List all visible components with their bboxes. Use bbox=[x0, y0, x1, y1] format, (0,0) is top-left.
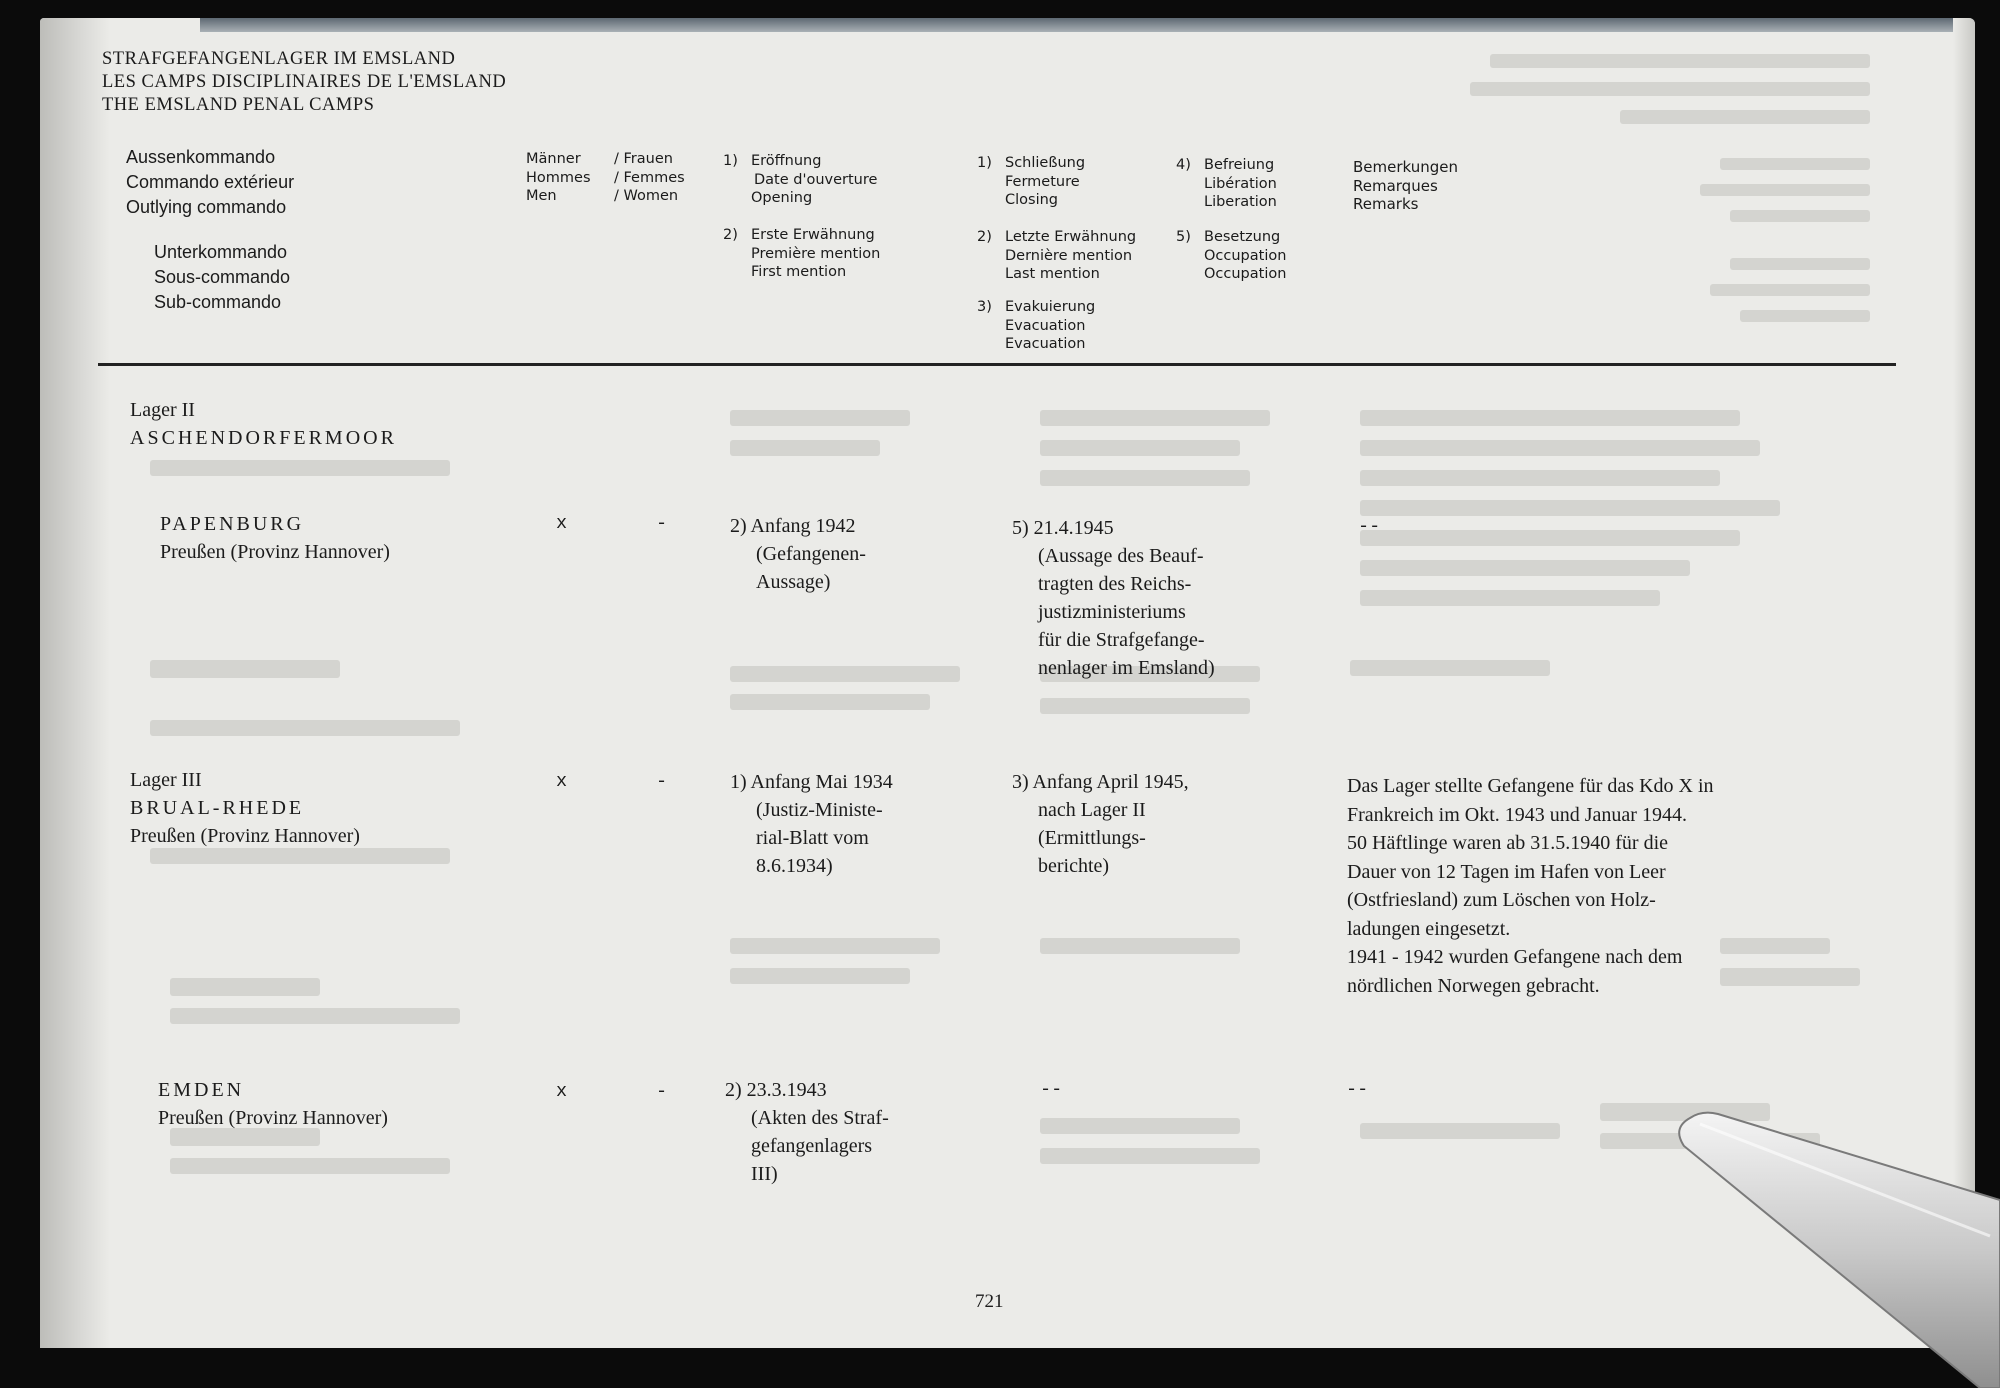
header-line: Dernière mention bbox=[1005, 247, 1133, 264]
header-men: Men bbox=[526, 188, 557, 204]
header-men: Männer bbox=[526, 151, 581, 167]
commando-name: EMDEN bbox=[158, 1079, 245, 1101]
camp-name: BRUAL-RHEDE bbox=[130, 797, 305, 819]
header-women: / Frauen bbox=[614, 151, 673, 167]
start-line: (Akten des Straf- bbox=[751, 1107, 889, 1129]
end-line: für die Strafgefange- bbox=[1038, 629, 1205, 651]
papenburg-men: x bbox=[556, 513, 568, 534]
header-line: Libération bbox=[1204, 175, 1277, 192]
header-line: Opening bbox=[751, 190, 813, 206]
end-line: nach Lager II bbox=[1038, 799, 1146, 821]
emden-men: x bbox=[556, 1081, 568, 1102]
header-line: Commando extérieur bbox=[126, 172, 295, 192]
end-line: berichte) bbox=[1038, 855, 1110, 877]
header-women: / Femmes bbox=[614, 169, 685, 186]
start-line: 2) Anfang 1942 bbox=[730, 515, 856, 537]
remark-line: 1941 - 1942 wurden Gefangene nach dem bbox=[1347, 946, 1683, 968]
header-line: Besetzung bbox=[1204, 229, 1281, 245]
header-line: Letzte Erwähnung bbox=[1005, 229, 1137, 245]
header-line: Befreiung bbox=[1204, 157, 1275, 173]
header-line: First mention bbox=[751, 264, 847, 280]
header-line: Bemerkungen bbox=[1353, 158, 1459, 176]
title-de: STRAFGEFANGENLAGER IM EMSLAND bbox=[102, 49, 456, 69]
remark-line: Frankreich im Okt. 1943 und Januar 1944. bbox=[1347, 803, 1687, 826]
commando-region: Preußen (Provinz Hannover) bbox=[158, 1107, 388, 1129]
header-line: Schließung bbox=[1005, 155, 1086, 171]
header-men: Hommes bbox=[526, 169, 591, 186]
header-num: 3) bbox=[977, 299, 992, 315]
header-line: Sub-commando bbox=[154, 292, 282, 312]
remark-line: Das Lager stellte Gefangene für das Kdo X in bbox=[1347, 775, 1714, 797]
header-line: Erste Erwähnung bbox=[751, 227, 875, 243]
header-line: Occupation bbox=[1204, 266, 1287, 282]
start-line: III) bbox=[751, 1163, 778, 1185]
start-line: 2) 23.3.1943 bbox=[725, 1079, 827, 1101]
header-line: Eröffnung bbox=[751, 153, 822, 169]
start-line: gefangenlagers bbox=[751, 1135, 873, 1157]
camp-label: Lager III bbox=[130, 769, 202, 791]
camp-region: Preußen (Provinz Hannover) bbox=[130, 825, 360, 847]
start-line: 1) Anfang Mai 1934 bbox=[730, 771, 893, 793]
emden-end: -- bbox=[1040, 1079, 1063, 1100]
start-line: Aussage) bbox=[756, 571, 831, 593]
end-line: 5) 21.4.1945 bbox=[1012, 517, 1114, 539]
title-fr: LES CAMPS DISCIPLINAIRES DE L'EMSLAND bbox=[102, 72, 507, 92]
remark-line: nördlichen Norwegen gebracht. bbox=[1347, 974, 1600, 997]
header-line: Closing bbox=[1005, 192, 1059, 208]
header-num: 4) bbox=[1176, 157, 1191, 173]
remark-line: ladungen eingesetzt. bbox=[1347, 917, 1511, 940]
end-line: nenlager im Emsland) bbox=[1038, 657, 1215, 679]
header-line: Date d'ouverture bbox=[754, 171, 878, 188]
header-line: Outlying commando bbox=[126, 197, 287, 217]
start-line: (Justiz-Ministe- bbox=[756, 799, 883, 821]
header-line: Last mention bbox=[1005, 266, 1100, 282]
commando-region: Preußen (Provinz Hannover) bbox=[160, 541, 390, 563]
camp-name: ASCHENDORFERMOOR bbox=[130, 427, 397, 449]
emden-remarks: -- bbox=[1346, 1079, 1369, 1100]
end-line: justizministeriums bbox=[1038, 601, 1186, 623]
remark-line: (Ostfriesland) zum Löschen von Holz- bbox=[1347, 889, 1656, 911]
header-line: Première mention bbox=[751, 245, 881, 262]
header-line: Aussenkommando bbox=[126, 147, 276, 167]
header-line: Occupation bbox=[1204, 247, 1287, 264]
header-line: Remarks bbox=[1353, 195, 1419, 213]
header-line: Fermeture bbox=[1005, 173, 1080, 190]
header-num: 5) bbox=[1176, 229, 1191, 245]
header-line: Liberation bbox=[1204, 194, 1277, 210]
end-line: (Aussage des Beauf- bbox=[1038, 545, 1204, 567]
start-line: 8.6.1934) bbox=[756, 855, 833, 877]
title-en: THE EMSLAND PENAL CAMPS bbox=[102, 95, 375, 115]
remark-line: Dauer von 12 Tagen im Hafen von Leer bbox=[1347, 860, 1666, 883]
header-num: 1) bbox=[723, 153, 738, 169]
header-line: Unterkommando bbox=[154, 242, 288, 262]
header-line: Sous-commando bbox=[154, 267, 291, 287]
lager3-women: - bbox=[656, 771, 668, 792]
papenburg-remarks: -- bbox=[1358, 516, 1381, 537]
header-num: 2) bbox=[723, 227, 738, 243]
header-line: Evakuierung bbox=[1005, 299, 1096, 315]
remark-line: 50 Häftlinge waren ab 31.5.1940 für die bbox=[1347, 832, 1669, 854]
end-line: 3) Anfang April 1945, bbox=[1012, 771, 1189, 793]
header-num: 1) bbox=[977, 155, 992, 171]
commando-name: PAPENBURG bbox=[160, 513, 305, 535]
end-line: (Ermittlungs- bbox=[1038, 827, 1146, 849]
emden-women: - bbox=[656, 1081, 668, 1102]
header-line: Evacuation bbox=[1005, 336, 1086, 352]
start-line: rial-Blatt vom bbox=[756, 827, 869, 849]
start-line: (Gefangenen- bbox=[756, 543, 866, 565]
camp-label: Lager II bbox=[130, 399, 195, 421]
page-number: 721 bbox=[975, 1291, 1004, 1312]
header-num: 2) bbox=[977, 229, 992, 245]
header-women: / Women bbox=[614, 188, 679, 204]
header-line: Remarques bbox=[1353, 176, 1438, 195]
lager3-men: x bbox=[556, 771, 568, 792]
papenburg-women: - bbox=[656, 513, 668, 534]
end-line: tragten des Reichs- bbox=[1038, 573, 1192, 595]
header-line: Evacuation bbox=[1005, 317, 1086, 334]
